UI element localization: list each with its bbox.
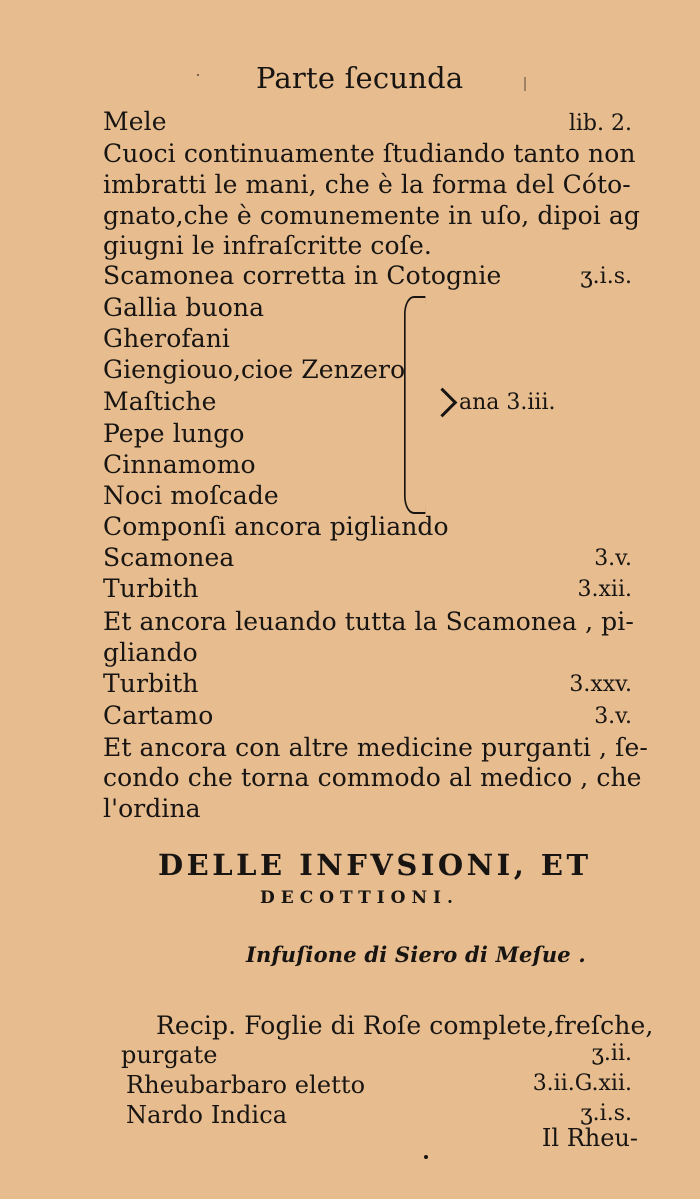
dosage-value: 3.xxv. xyxy=(569,672,632,697)
text-line: condo che torna commodo al medico , che xyxy=(103,763,642,792)
text-line: l'ordina xyxy=(103,794,201,823)
page-speck xyxy=(524,77,526,91)
dosage-value: 3.v. xyxy=(594,546,632,571)
recipe-line: Nardo Indica xyxy=(126,1101,288,1129)
brace-label: ana 3.iii. xyxy=(459,390,556,415)
ingredient-line: Turbith xyxy=(103,574,199,603)
dosage-value: lib. 2. xyxy=(568,111,632,136)
dosage-value: ʒ.i.s. xyxy=(580,264,632,289)
text-line: Et ancora leuando tutta la Scamonea , pi- xyxy=(103,607,634,636)
text-line: Componſi ancora pigliando xyxy=(103,512,449,541)
text-line: giugni le infraſcritte coſe. xyxy=(103,231,432,260)
text-line: gliando xyxy=(103,638,198,667)
ingredient-line: Cinnamomo xyxy=(103,450,256,479)
brace-bracket xyxy=(404,296,425,514)
text-line: gnato,che è comunemente in uſo, dipoi ag xyxy=(103,201,641,230)
dosage-value: 3.v. xyxy=(594,704,632,729)
dosage-value: 3.ii.G.xii. xyxy=(532,1071,632,1096)
recipe-heading: Infuſione di Siero di Meſue . xyxy=(246,942,586,967)
ingredient-line: Turbith xyxy=(103,669,199,698)
dosage-value: ʒ.i.s. xyxy=(580,1101,632,1126)
ingredient-line: Gallia buona xyxy=(103,293,265,322)
running-head: Parte ſecunda xyxy=(256,61,464,95)
ingredient-line: Scamonea corretta in Cotognie xyxy=(103,261,502,290)
text-line: Cuoci continuamente ſtudiando tanto non xyxy=(103,139,636,168)
page-speck xyxy=(197,74,199,76)
recipe-line: Recip. Foglie di Roſe complete,freſche, xyxy=(156,1011,654,1040)
ingredient-line: Noci moſcade xyxy=(103,481,279,510)
recipe-line: Rheubarbaro eletto xyxy=(126,1071,366,1099)
text-line: imbratti le mani, che è la forma del Cóto- xyxy=(103,170,631,199)
text-line: Mele xyxy=(103,107,167,136)
section-subtitle: DECOTTIONI. xyxy=(260,888,459,908)
dosage-value: ʒ.ii. xyxy=(591,1041,632,1066)
brace-point xyxy=(428,388,458,418)
ingredient-line: Gherofani xyxy=(103,324,231,353)
ingredient-line: Pepe lungo xyxy=(103,419,245,448)
ingredient-line: Maſtiche xyxy=(103,387,217,416)
page-speck xyxy=(424,1155,428,1159)
text-line: Et ancora con altre medicine purganti , ſe- xyxy=(103,733,648,762)
catchword: Il Rheu- xyxy=(541,1124,638,1152)
ingredient-line: Cartamo xyxy=(103,701,214,730)
section-title: DELLE INFVSIONI, ET xyxy=(158,848,592,882)
ingredient-line: Scamonea xyxy=(103,543,235,572)
ingredient-line: Giengiouo,cioe Zenzero xyxy=(103,355,406,384)
dosage-value: 3.xii. xyxy=(577,577,632,602)
recipe-line: purgate xyxy=(121,1041,218,1069)
